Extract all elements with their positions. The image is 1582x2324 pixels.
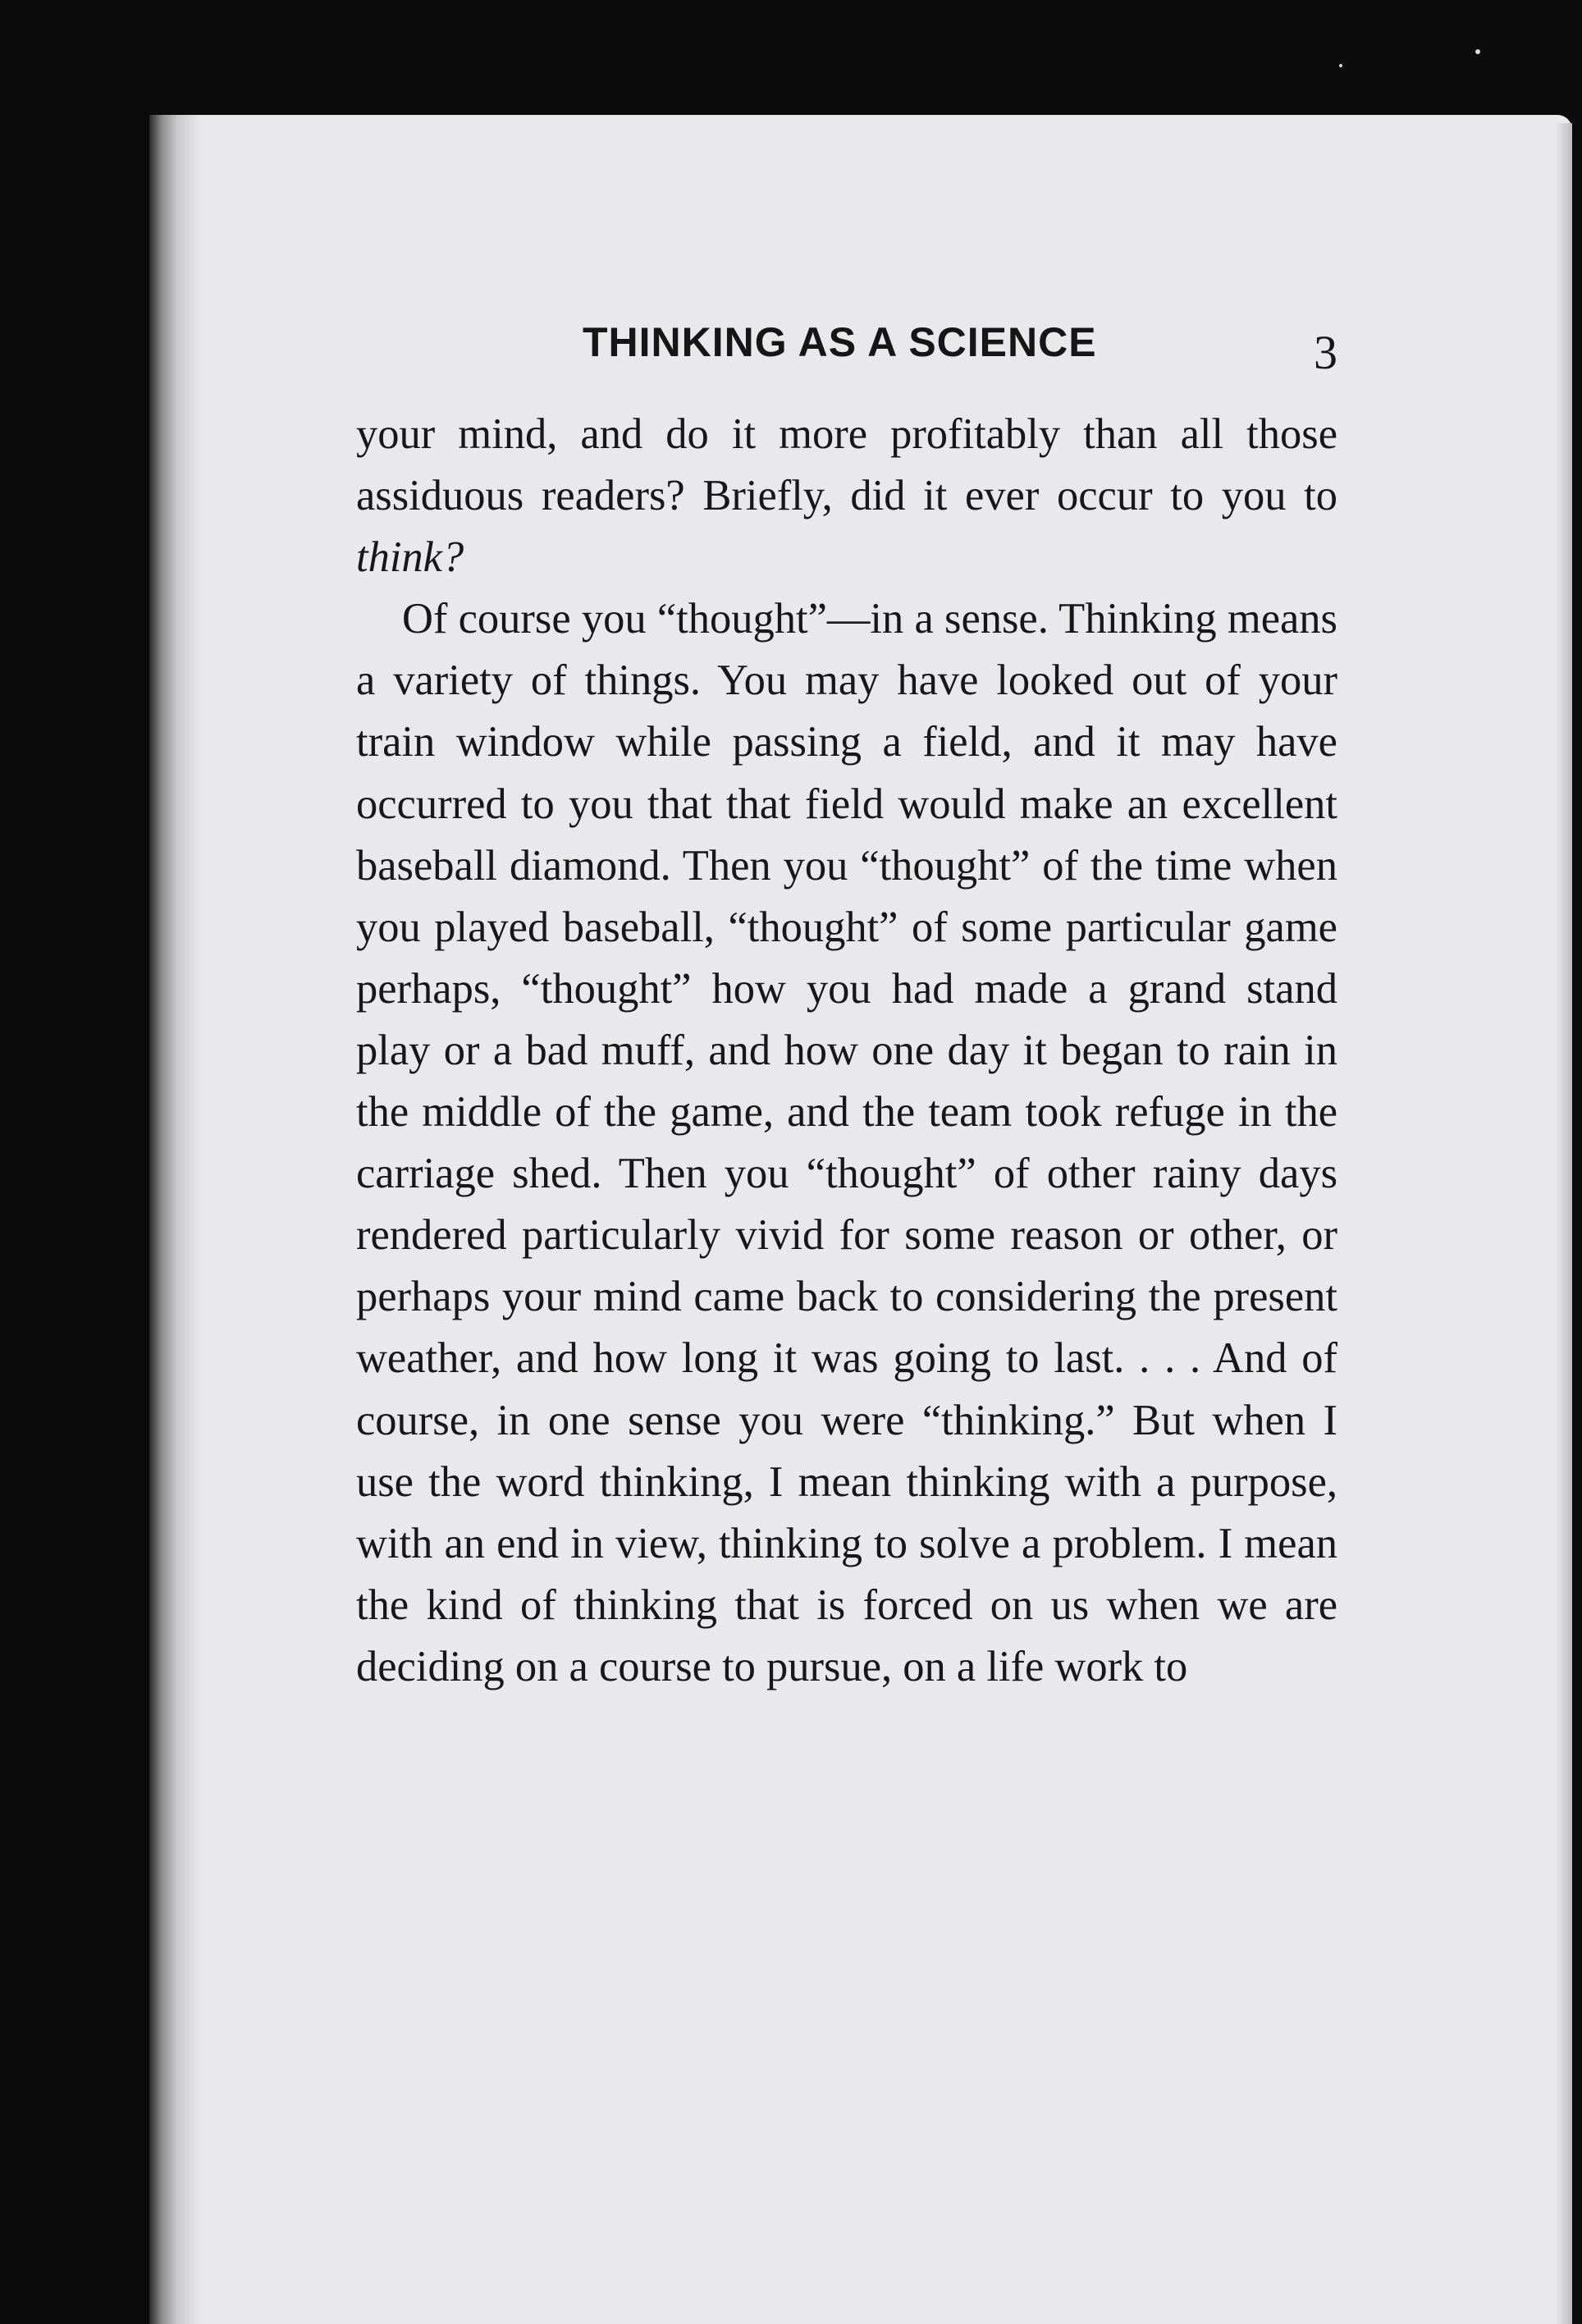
paragraph-continued (356, 404, 1337, 588)
page-number: 3 (1314, 326, 1337, 379)
body-text (356, 404, 1337, 1698)
paragraph: Of course you “thought”—in a sense. Thinking means a variety of things. You may have looked out of your train window while passing a field, and it may have occurred to you that that field would make an excellent baseball diamond. Then you “thought” of the time when you played baseball, “thought” of some particular game perhaps, “thought” how you had made a grand stand play or a bad muff, and how one day it began to rain in the middle of the game, and the team took refuge in the carriage shed. Then you “thought” of other rainy days rendered particularly vivid for some reason or other, or perhaps your mind came back to considering the present weather, and how long it was going to last. . . . And of course, in one sense you were “thinking.” But when I use the word thinking, I mean thinking with a purpose, with an end in view, thinking to solve a problem. I mean the kind of thinking that is forced on us when we are deciding on a course to pursue, on a life work to (356, 595, 1337, 1690)
emphasized-word: think? (356, 533, 464, 582)
page-edge-shadow (1556, 123, 1572, 2324)
running-head: THINKING AS A SCIENCE (583, 319, 1097, 365)
dust-speck (1475, 49, 1480, 54)
spine-shadow (149, 115, 200, 2324)
page-header (361, 312, 1337, 386)
paragraph-text: your mind, and do it more profitably than all those assiduous readers? Briefly, did it ever occur to you to (356, 410, 1337, 520)
dust-speck (1339, 64, 1342, 67)
